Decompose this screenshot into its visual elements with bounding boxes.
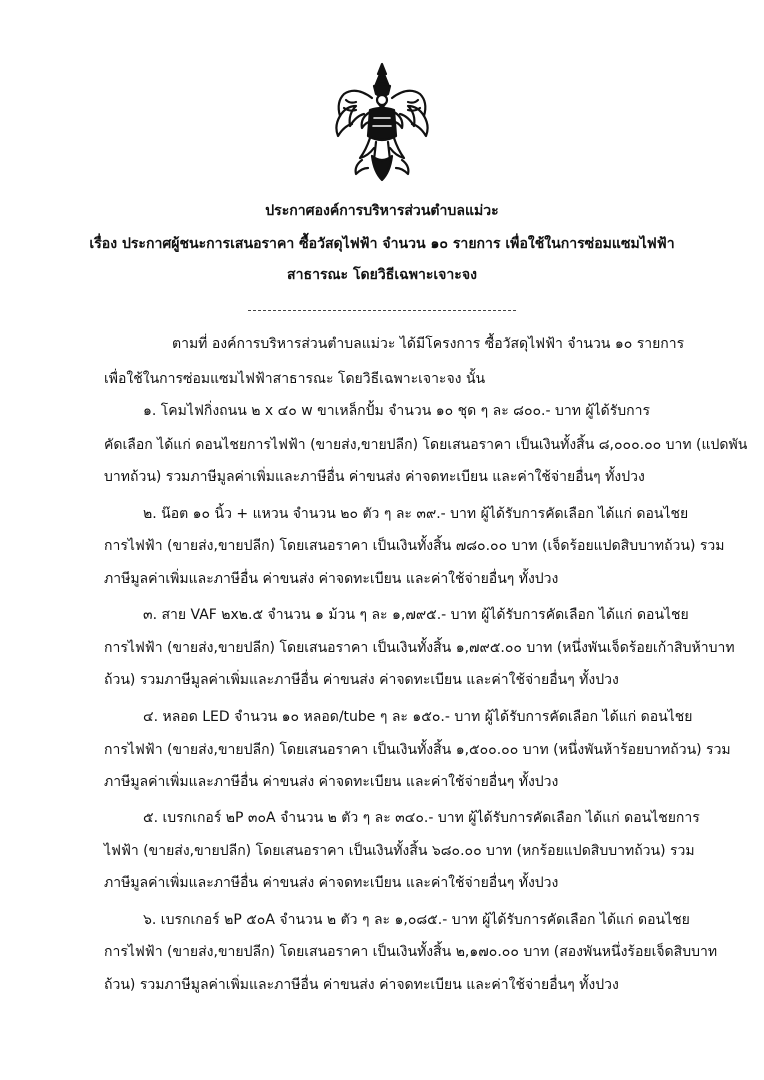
item-6-line: ถ้วน) รวมภาษีมูลค่าเพิ่มและภาษีอื่น ค่าขนส่ง ค่าจดทะเบียน และค่าใช้จ่ายอื่นๆ ทั้งปวง — [104, 977, 619, 993]
item-6-line: การไฟฟ้า (ขายส่ง,ขายปลีก) โดยเสนอราคา เป็นเงินทั้งสิ้น ๒,๑๗๐.๐๐ บาท (สองพันหนึ่งร้อยเจ็ดสิบบาท — [104, 944, 718, 960]
item-4-line: การไฟฟ้า (ขายส่ง,ขายปลีก) โดยเสนอราคา เป็นเงินทั้งสิ้น ๑,๕๐๐.๐๐ บาท (หนึ่งพันห้าร้อยบาทถ้วน) รวม — [104, 742, 731, 758]
item-3-line: ๓. สาย VAF ๒x๒.๕ จำนวน ๑ ม้วน ๆ ละ ๑,๗๙๕.- บาท ผู้ได้รับการคัดเลือก ได้แก่ ดอนไชย — [143, 607, 689, 623]
separator-line — [248, 310, 516, 311]
item-1-line: คัดเลือก ได้แก่ ดอนไชยการไฟฟ้า (ขายส่ง,ขายปลีก) โดยเสนอราคา เป็นเงินทั้งสิ้น ๘,๐๐๐.๐๐ บาท (แปดพัน — [104, 437, 748, 453]
document-title: ประกาศองค์การบริหารส่วนตำบลแม่วะ — [265, 203, 499, 219]
document-subject-line-2: สาธารณะ โดยวิธีเฉพาะเจาะจง — [287, 267, 477, 283]
intro-line: เพื่อใช้ในการซ่อมแซมไฟฟ้าสาธารณะ โดยวิธีเฉพาะเจาะจง นั้น — [104, 371, 486, 387]
intro-line: ตามที่ องค์การบริหารส่วนตำบลแม่วะ ได้มีโครงการ ซื้อวัสดุไฟฟ้า จำนวน ๑๐ รายการ — [172, 336, 685, 352]
document-subject-line-1: เรื่อง ประกาศผู้ชนะการเสนอราคา ซื้อวัสดุไฟฟ้า จำนวน ๑๐ รายการ เพื่อใช้ในการซ่อมแซมไฟฟ้า — [89, 236, 675, 252]
item-3-line: ถ้วน) รวมภาษีมูลค่าเพิ่มและภาษีอื่น ค่าขนส่ง ค่าจดทะเบียน และค่าใช้จ่ายอื่นๆ ทั้งปวง — [104, 672, 619, 688]
item-1-line: ๑. โคมไฟกิ่งถนน ๒ x ๔๐ w ขาเหล็กปั้ม จำนวน ๑๐ ชุด ๆ ละ ๘๐๐.- บาท ผู้ได้รับการ — [143, 403, 651, 419]
item-5-line: ไฟฟ้า (ขายส่ง,ขายปลีก) โดยเสนอราคา เป็นเงินทั้งสิ้น ๖๘๐.๐๐ บาท (หกร้อยแปดสิบบาทถ้วน) รวม — [104, 843, 695, 859]
item-5-line: ภาษีมูลค่าเพิ่มและภาษีอื่น ค่าขนส่ง ค่าจดทะเบียน และค่าใช้จ่ายอื่นๆ ทั้งปวง — [104, 875, 559, 891]
item-2-line: การไฟฟ้า (ขายส่ง,ขายปลีก) โดยเสนอราคา เป็นเงินทั้งสิ้น ๗๘๐.๐๐ บาท (เจ็ดร้อยแปดสิบบาทถ้วน) รวม — [104, 538, 725, 554]
item-2-line: ๒. น๊อต ๑๐ นิ้ว + แหวน จำนวน ๒๐ ตัว ๆ ละ ๓๙.- บาท ผู้ได้รับการคัดเลือก ได้แก่ ดอนไชย — [143, 506, 689, 522]
garuda-emblem-icon — [326, 60, 438, 184]
item-1-line: บาทถ้วน) รวมภาษีมูลค่าเพิ่มและภาษีอื่น ค่าขนส่ง ค่าจดทะเบียน และค่าใช้จ่ายอื่นๆ ทั้งปวง — [104, 469, 645, 485]
item-3-line: การไฟฟ้า (ขายส่ง,ขายปลีก) โดยเสนอราคา เป็นเงินทั้งสิ้น ๑,๗๙๕.๐๐ บาท (หนึ่งพันเจ็ดร้อยเก้าสิบห้าบาท — [104, 640, 735, 656]
item-5-line: ๕. เบรกเกอร์ ๒P ๓๐A จำนวน ๒ ตัว ๆ ละ ๓๔๐.- บาท ผู้ได้รับการคัดเลือก ได้แก่ ดอนไชยการ — [143, 810, 700, 826]
item-4-line: ๔. หลอด LED จำนวน ๑๐ หลอด/tube ๆ ละ ๑๕๐.- บาท ผู้ได้รับการคัดเลือก ได้แก่ ดอนไชย — [143, 709, 693, 725]
item-6-line: ๖. เบรกเกอร์ ๒P ๕๐A จำนวน ๒ ตัว ๆ ละ ๑,๐๘๕.- บาท ผู้ได้รับการคัดเลือก ได้แก่ ดอนไชย — [143, 912, 690, 928]
item-4-line: ภาษีมูลค่าเพิ่มและภาษีอื่น ค่าขนส่ง ค่าจดทะเบียน และค่าใช้จ่ายอื่นๆ ทั้งปวง — [104, 774, 559, 790]
item-2-line: ภาษีมูลค่าเพิ่มและภาษีอื่น ค่าขนส่ง ค่าจดทะเบียน และค่าใช้จ่ายอื่นๆ ทั้งปวง — [104, 571, 559, 587]
